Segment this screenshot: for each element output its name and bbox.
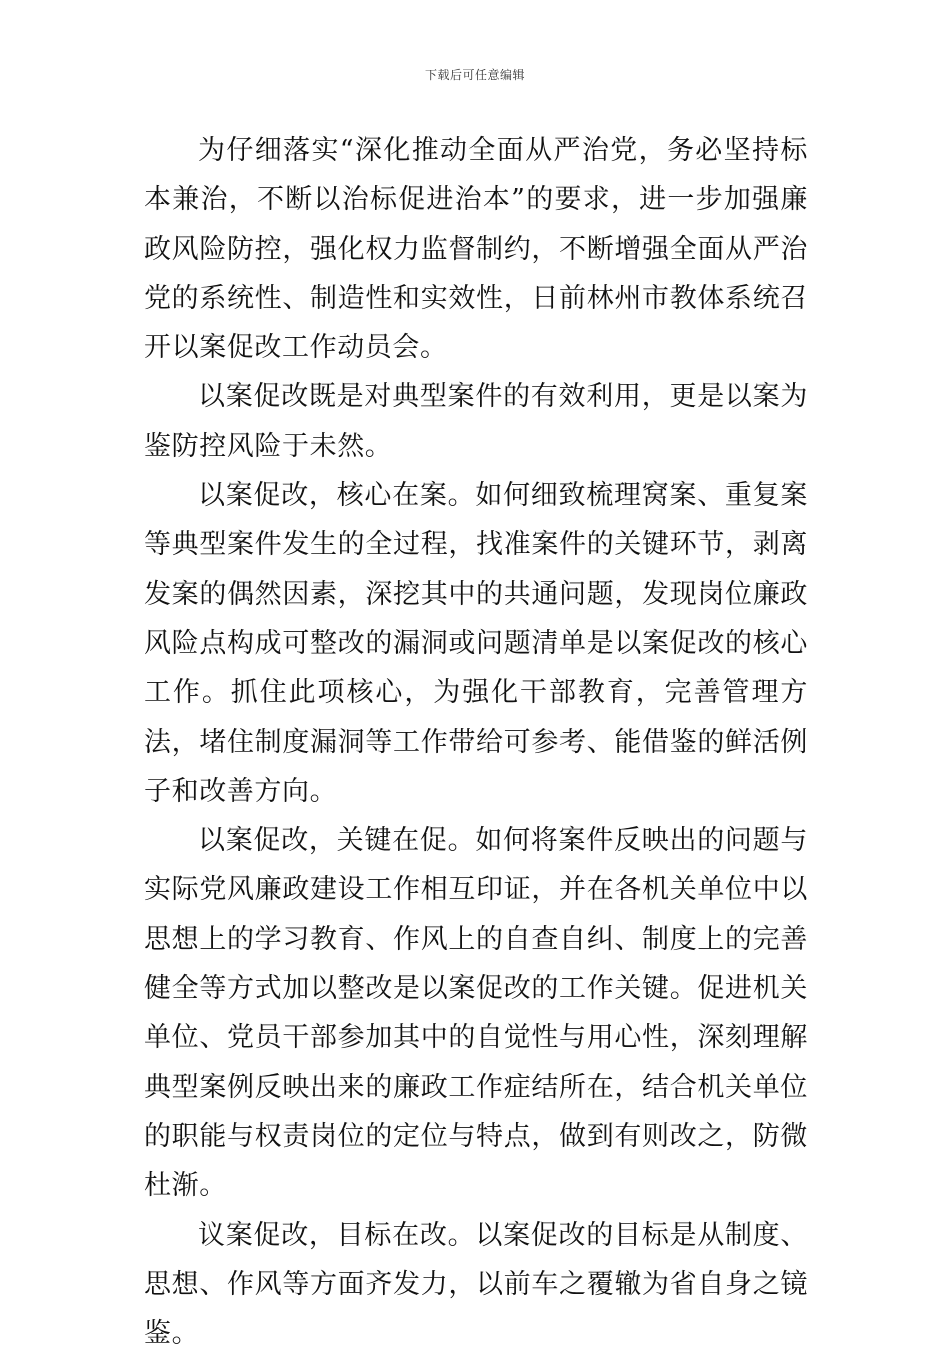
- paragraph-3: 以案促改，核心在案。如何细致梳理窝案、重复案等典型案件发生的全过程，找准案件的关键环节，剥离发案的偶然因素，深挖其中的共通问题，发现岗位廉政风险点构成可整改的漏洞或问题清单是以案促改的核心工作。抓住此项核心，为强化干部教育，完善管理方法，堵住制度漏洞等工作带给可参考、能借鉴的鲜活例子和改善方向。: [144, 480, 808, 807]
- paragraph-2: 以案促改既是对典型案件的有效利用，更是以案为鉴防控风险于未然。: [144, 381, 808, 462]
- paragraph-4: 以案促改，关键在促。如何将案件反映出的问题与实际党风廉政建设工作相互印证，并在各机关单位中以思想上的学习教育、作风上的自查自纠、制度上的完善健全等方式加以整改是以案促改的工作关键。促进机关单位、党员干部参加其中的自觉性与用心性，深刻理解典型案例反映出来的廉政工作症结所在，结合机关单位的职能与权责岗位的定位与特点，做到有则改之，防微杜渐。: [144, 825, 808, 1202]
- document-body: [144, 126, 808, 1358]
- paragraph-5: 议案促改，目标在改。以案促改的目标是从制度、思想、作风等方面齐发力，以前车之覆辙为省自身之镜鉴。: [144, 1219, 808, 1350]
- paragraph-1: 为仔细落实“深化推动全面从严治党，务必坚持标本兼治，不断以治标促进治本”的要求，进一步加强廉政风险防控，强化权力监督制约，不断增强全面从严治党的系统性、制造性和实效性，日前林州市教体系统召开以案促改工作动员会。: [144, 135, 808, 364]
- page-header: 下载后可任意编辑: [424, 68, 525, 82]
